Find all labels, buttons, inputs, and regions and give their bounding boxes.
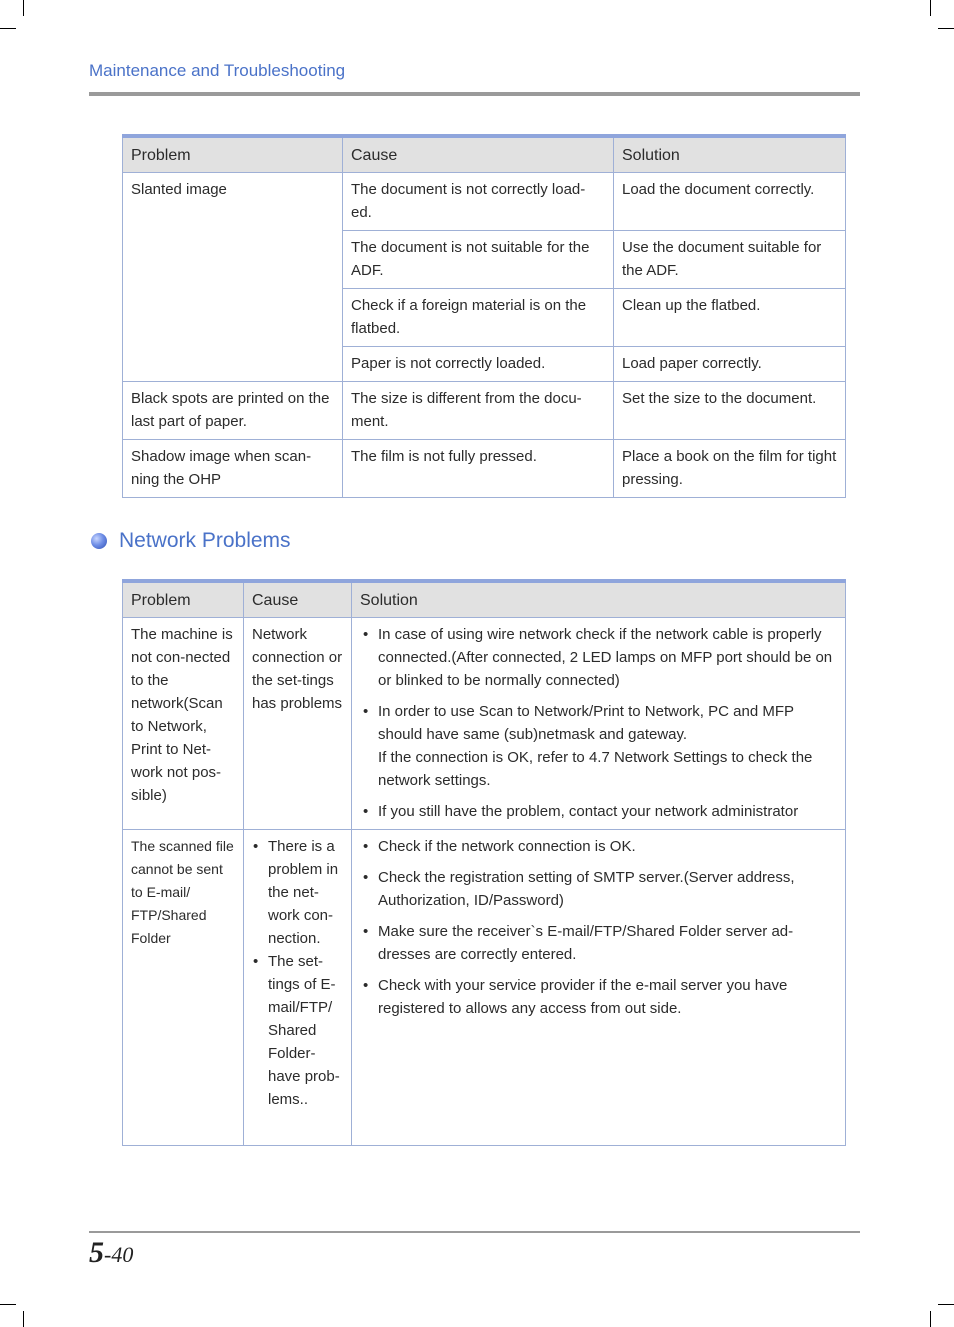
problem-cell: Slanted image [123, 173, 343, 382]
running-header: Maintenance and Troubleshooting [89, 61, 346, 80]
solution-list [360, 835, 837, 1020]
crop-mark [23, 1311, 24, 1327]
solution-cell [352, 830, 846, 1146]
solution-cell: Place a book on the film for tight pressing. [614, 440, 846, 498]
problem-cell: The machine is not con-nected to the network(Scan to Network, Print to Net-work not pos-sible) [123, 618, 244, 830]
header-problem: Problem [123, 136, 343, 173]
sphere-bullet-icon [91, 533, 107, 549]
list-item-text: In order to use Scan to Network/Print to Network, PC and MFP should have same (sub)netmask and gateway. [378, 703, 794, 743]
chapter-number: 5 [89, 1236, 104, 1269]
solution-cell: Load paper correctly. [614, 347, 846, 382]
cause-list [250, 835, 343, 1111]
list-item: • Make sure the receiver`s E-mail/FTP/Shared Folder server ad-dresses are correctly entered. [360, 920, 837, 966]
solution-cell [352, 618, 846, 830]
problem-cell: Shadow image when scan-ning the OHP [123, 440, 343, 498]
crop-mark [23, 0, 24, 16]
solution-cell: Load the document correctly. [614, 173, 846, 231]
table-row [123, 382, 846, 440]
header-solution: Solution [352, 581, 846, 618]
list-item: • Check the registration setting of SMTP server.(Server address, Authorization, ID/Password) [360, 866, 837, 912]
header-rule [89, 92, 860, 96]
solution-cell: Set the size to the document. [614, 382, 846, 440]
header-problem: Problem [123, 581, 244, 618]
list-item: • Check with your service provider if the e-mail server you have registered to allows any access from out side. [360, 974, 837, 1020]
footer-rule [89, 1231, 860, 1233]
header-cause: Cause [343, 136, 614, 173]
crop-mark [0, 28, 16, 29]
crop-mark [0, 1304, 16, 1305]
cause-cell: Network connection or the set-tings has problems [244, 618, 352, 830]
section-title: Network Problems [119, 529, 291, 552]
crop-mark [930, 0, 931, 16]
crop-mark [930, 1311, 931, 1327]
table-row [123, 618, 846, 830]
page-number [89, 1236, 133, 1270]
table-row [123, 440, 846, 498]
header-cause: Cause [244, 581, 352, 618]
table-header-row [123, 581, 846, 618]
network-problems-table [122, 579, 846, 1146]
solution-cell: Clean up the flatbed. [614, 289, 846, 347]
table-header-row [123, 136, 846, 173]
solution-list [360, 623, 837, 823]
crop-mark [938, 28, 954, 29]
list-item-text: If the connection is OK, refer to 4.7 Network Settings to check the network settings. [378, 749, 813, 789]
list-item: • There is a problem in the net-work con-nection. [250, 835, 343, 950]
table-row [123, 173, 846, 231]
cause-cell: The document is not suitable for the ADF. [343, 231, 614, 289]
list-item [360, 700, 837, 792]
cause-cell: The film is not fully pressed. [343, 440, 614, 498]
crop-mark [938, 1304, 954, 1305]
list-item: • The set-tings of E-mail/FTP/ Shared Folder-have prob-lems.. [250, 950, 343, 1111]
scan-problems-table [122, 134, 846, 498]
cause-cell: Check if a foreign material is on the flatbed. [343, 289, 614, 347]
header-solution: Solution [614, 136, 846, 173]
page-suffix: -40 [104, 1242, 134, 1267]
list-item: • In case of using wire network check if the network cable is properly connected.(After connected, 2 LED lamps on MFP port should be on or blinked to be normally connected) [360, 623, 837, 692]
solution-cell: Use the document suitable for the ADF. [614, 231, 846, 289]
section-heading [91, 528, 291, 554]
cause-cell: Paper is not correctly loaded. [343, 347, 614, 382]
cause-cell [244, 830, 352, 1146]
problem-cell: Black spots are printed on the last part of paper. [123, 382, 343, 440]
list-item: • Check if the network connection is OK. [360, 835, 837, 858]
table-row [123, 830, 846, 1146]
cause-cell: The size is different from the docu-ment. [343, 382, 614, 440]
list-item: • If you still have the problem, contact your network administrator [360, 800, 837, 823]
problem-cell: The scanned file cannot be sent to E-mail/ FTP/Shared Folder [123, 830, 244, 1146]
cause-cell: The document is not correctly load-ed. [343, 173, 614, 231]
